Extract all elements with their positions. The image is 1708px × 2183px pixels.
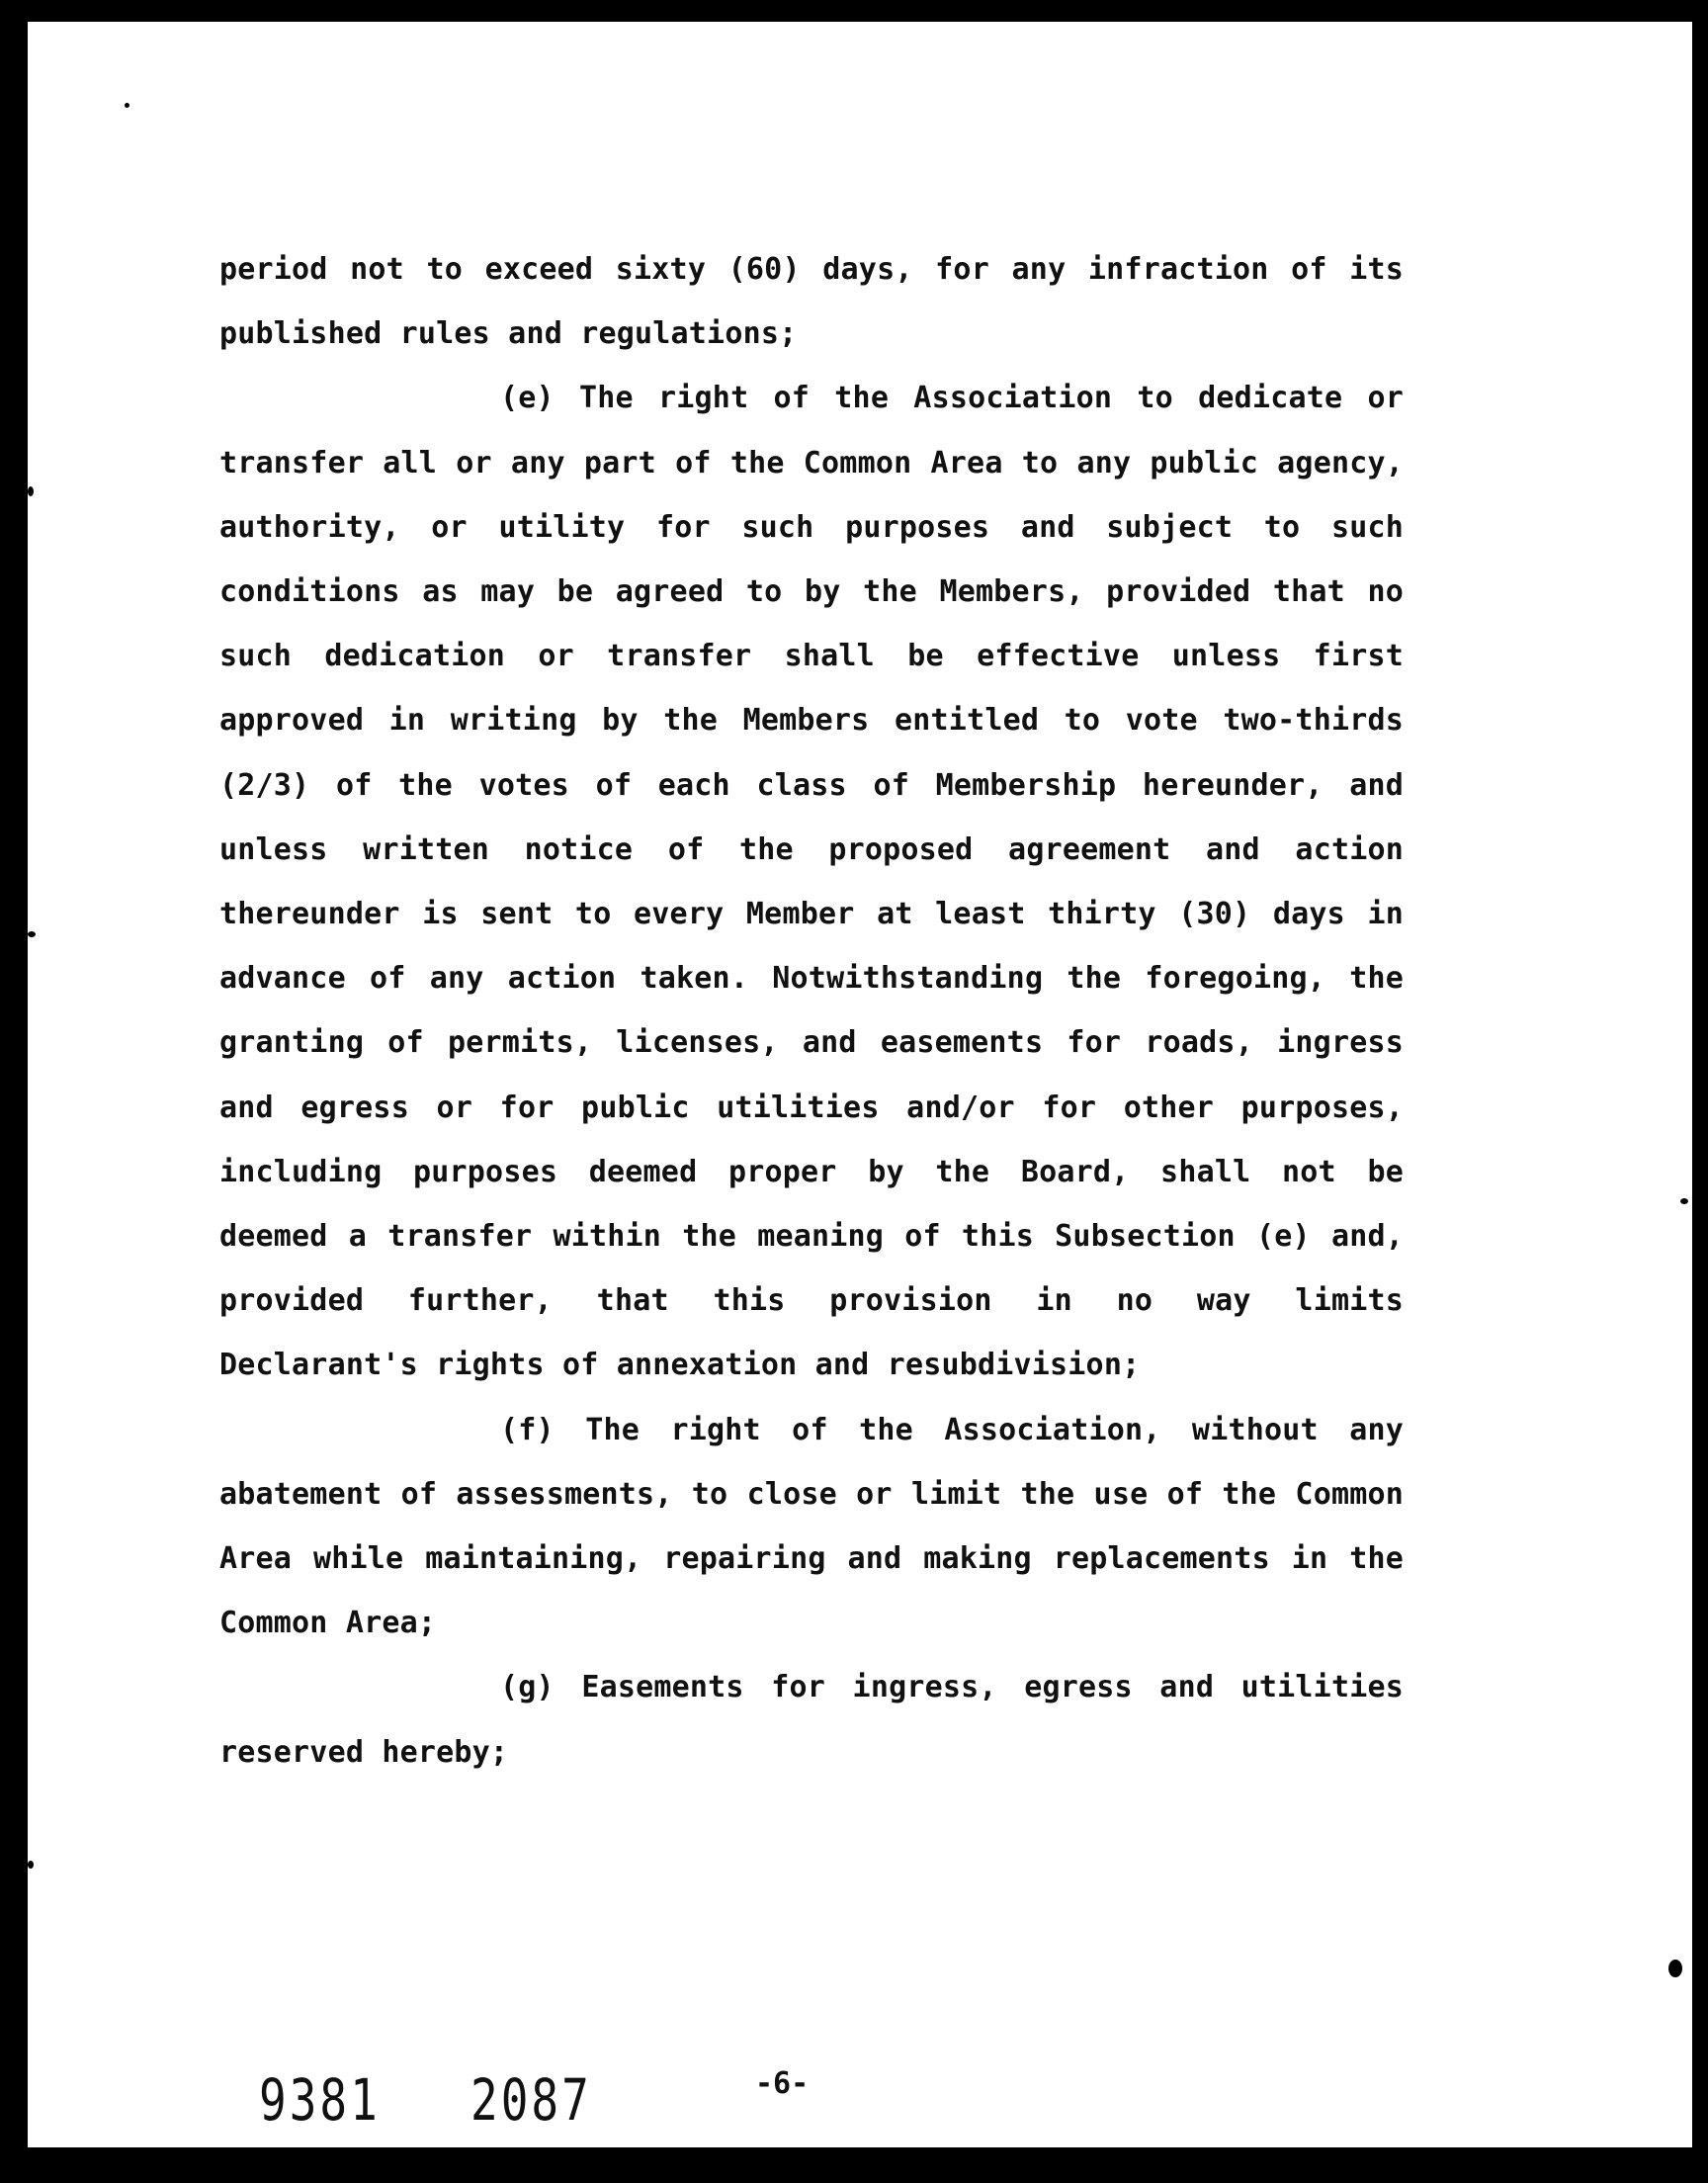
paragraph-continuation: period not to exceed sixty (60) days, for any infraction of its published rules and regulations; [219,252,1404,352]
paragraph-subsection-g: (g) Easements for ingress, egress and utilities reserved hereby; [219,1670,1404,1770]
page-number: -6- [755,2066,810,2101]
paragraph-subsection-e: (e) The right of the Association to dedicate or transfer all or any part of the Common Area to any public agency, authority, or utility for such purposes and subject to such conditions as may be agreed to by the Members, provided that no such dedication or transfer shall be effective unless first approved in writing by the Members entitled to vote two-thirds (2/3) of the votes of each class of Membership hereunder, and unless written notice of the proposed agreement and action thereunder is sent to every Member at least thirty (30) days in advance of any action taken. Notwithstanding the foregoing, the granting of permits, licenses, and easements for roads, ingress and egress or for public utilities and/or for other purposes, including purposes deemed proper by the Board, shall not be deemed a transfer within the meaning of this Subsection (e) and, provided further, that this provision in no way limits Declarant's rights of annexation and resubdivision; [219,381,1404,1383]
paragraph-subsection-f: (f) The right of the Association, without any abatement of assessments, to close or limit the use of the Common Area while maintaining, repairing and making replacements in the Common Area; [219,1412,1404,1641]
scan-speck [125,103,129,108]
document-number-left: 9381 [259,2066,381,2134]
scan-speck [1680,1198,1688,1204]
document-number-right: 2087 [470,2066,592,2134]
scan-speck [28,486,34,496]
scan-speck [1668,1960,1682,1977]
scan-speck [28,931,36,937]
scan-speck [28,1861,34,1869]
document-body [219,237,1404,1785]
